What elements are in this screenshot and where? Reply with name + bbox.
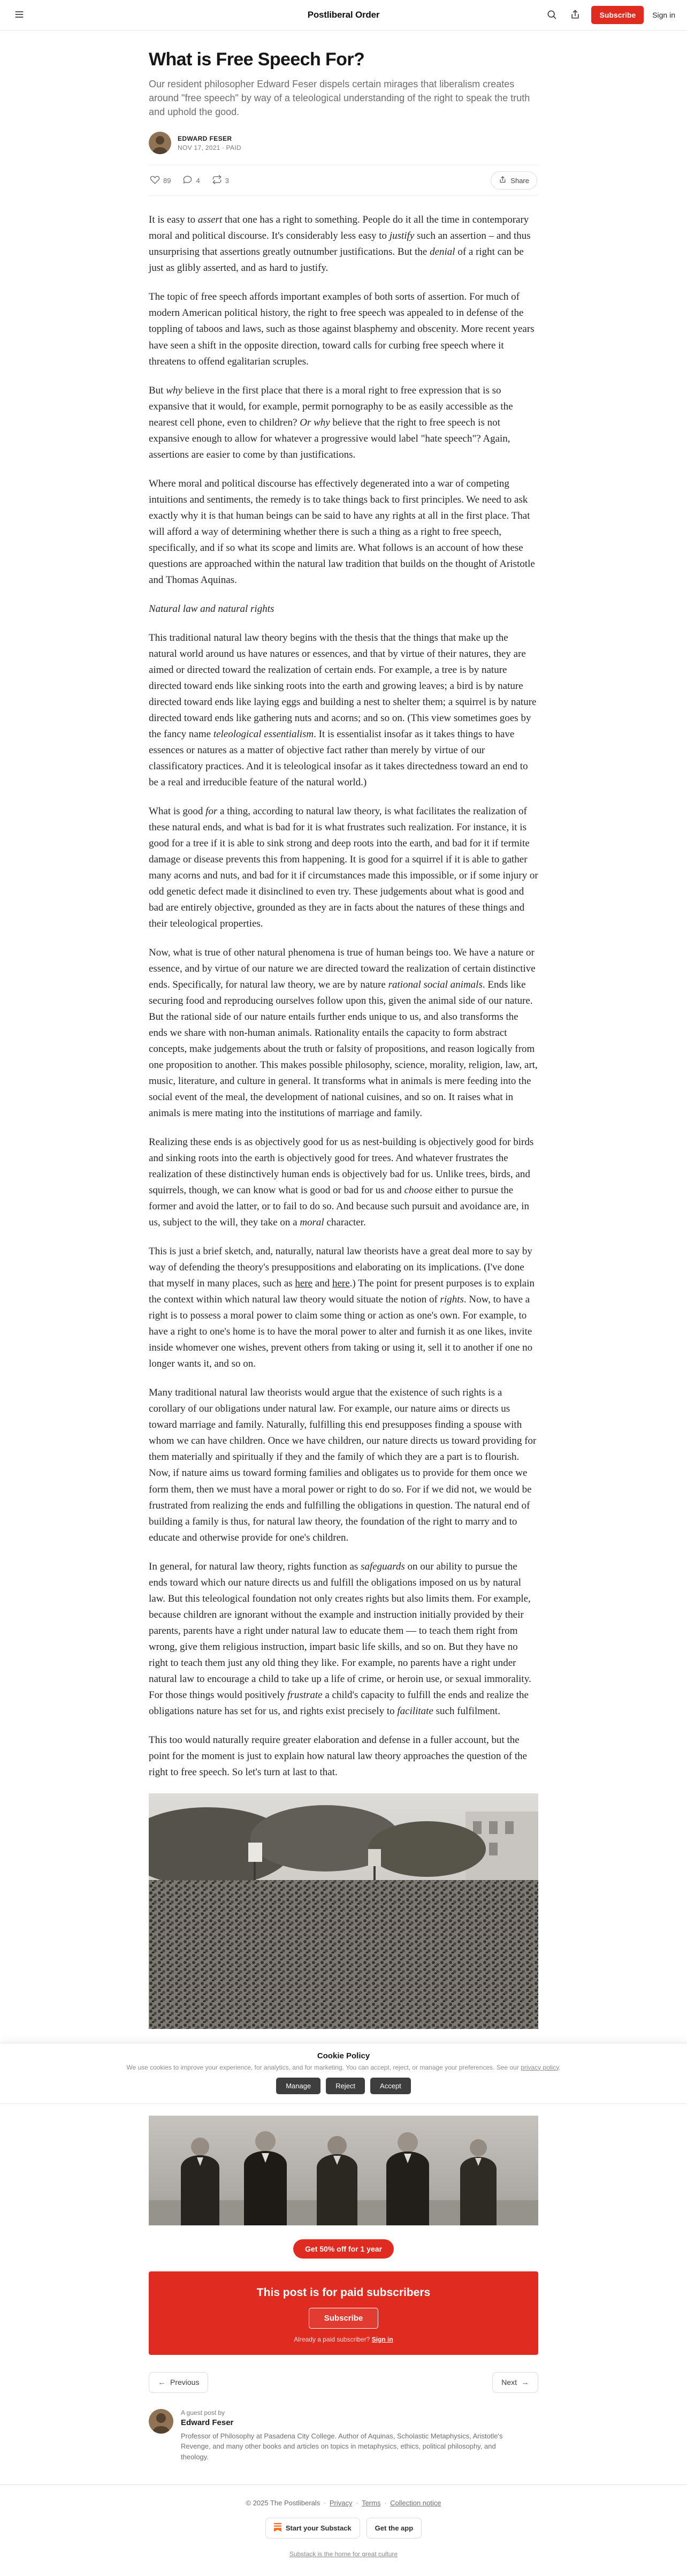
inline-link[interactable]: here <box>332 1278 350 1290</box>
emphasized-text: choose <box>404 1185 433 1196</box>
publication-title[interactable]: Postliberal Order <box>307 10 380 20</box>
byline-text <box>178 135 241 151</box>
body-text: This is just a brief sketch, and, naturally, natural law theorists have a great deal more to say by way of defending the theory's presuppositions and elaborating on its implications. (I've done that myself in many places, such as <box>149 1246 532 1290</box>
arrow-left-icon: ← <box>158 2377 166 2387</box>
author-name[interactable]: EDWARD FESER <box>178 134 232 142</box>
body-text: either to pursue the former and avoid the latter, or to fail to do so. And because such pursuit and avoidance are, in us, subject to the will, they take on a <box>149 1185 529 1229</box>
paywall-title: This post is for paid subscribers <box>256 2286 431 2299</box>
comment-icon <box>182 175 193 186</box>
body-text: Natural law and natural rights <box>149 603 274 615</box>
cookie-buttons <box>0 2078 687 2094</box>
start-substack-label: Start your Substack <box>285 2524 352 2533</box>
body-text: that one has a right to something. People do it all the time in contemporary moral and political discourse. It's considerably less easy to <box>149 214 529 242</box>
body-text: Where moral and political discourse has effectively degenerated into a war of competing intuitions and sentiments, the remedy is to take things back to first principles. We need to ask exactly why it is that human beings can be said to have any rights at all in the first place. That will afford a way of determining whether there is such a thing as a right to free speech, specifically, and if so what its scope and limits are. What follows is an account of how these questions are approached within the natural law tradition that builds on the thought of Aristotle and Thomas Aquinas. <box>149 478 535 586</box>
post-navigation <box>149 2372 538 2393</box>
heart-icon <box>150 175 160 186</box>
search-button[interactable] <box>544 7 559 24</box>
paragraph <box>149 476 538 588</box>
paragraph <box>149 1559 538 1719</box>
emphasized-text: assert <box>197 214 223 226</box>
comment-button[interactable] <box>182 175 200 186</box>
substack-tagline-link[interactable]: Substack is the home for great culture <box>289 2550 398 2558</box>
site-header <box>0 0 687 31</box>
separator-dot <box>380 2499 390 2507</box>
body-text: This traditional natural law theory begins with the thesis that the things that make up the natural world around us have natures or essences, and that by virtue of their natures, they are aimed or directed toward the realization of certain ends. For example, a tree is by nature directed toward ends like sinking roots into the earth and growing leaves; a bird is by nature directed toward ends like laying eggs and building a nest to shelter them; a squirrel is by nature directed toward ends like gathering nuts and acorns; and so on. (This view sometimes goes by the fancy name <box>149 632 537 740</box>
body-text: of a right can be just as glibly asserted, and as hard to justify. <box>149 246 524 274</box>
guest-author-card <box>149 2409 538 2463</box>
body-text: Realizing these ends is as objectively good for us as nest-building is objectively good for birds and sinking roots into the earth is objectively good for trees. And whatever frustrates the realization of these distinctively human ends is objectively bad for us. Unlike trees, birds, and squirrels, though, we can know what is good or bad for us and <box>149 1137 534 1196</box>
post-actions <box>149 165 538 196</box>
paragraph <box>149 945 538 1122</box>
body-text: on our ability to pursue the ends toward which our nature directs us and fulfill the obligations imposed on us by natural law. But this teleological foundation not only creates rights but also limits them. For example, because children are ignorant without the example and instruction initially provided by their parents, parents have a right under natural law to educate them — to teach them right from wrong, give them religious instruction, impart basic life skills, and so on. But they have no right to teach them just any old thing they like. For example, no parents have a right under natural law to encourage a child to take up a life of crime, or heroin use, or sexual immorality. For those things would positively <box>149 1560 531 1701</box>
body-text: character. <box>324 1217 366 1229</box>
paywall-subscribe-button[interactable]: Subscribe <box>309 2308 379 2329</box>
post-share-button[interactable] <box>491 171 537 190</box>
paywall-signin-link[interactable]: Sign in <box>371 2335 393 2343</box>
body-text: What is good <box>149 805 206 817</box>
privacy-link[interactable]: Privacy <box>329 2499 353 2507</box>
paywall-signin-prefix: Already a paid subscriber? <box>294 2335 370 2343</box>
article-body <box>149 212 538 1780</box>
inline-link[interactable]: here <box>295 1278 313 1290</box>
paragraph <box>149 212 538 276</box>
body-text: It is easy to <box>149 214 198 226</box>
body-text: In general, for natural law theory, rights function as <box>149 1560 361 1572</box>
hamburger-icon <box>14 9 25 21</box>
terms-link[interactable]: Terms <box>362 2499 381 2507</box>
paragraph <box>149 289 538 369</box>
restack-icon <box>212 175 222 186</box>
discount-offer-button[interactable]: Get 50% off for 1 year <box>293 2239 394 2259</box>
guest-author-text <box>181 2409 513 2463</box>
cookie-text-after: . <box>559 2063 561 2071</box>
substack-logo-icon <box>274 2523 281 2533</box>
paragraph <box>149 630 538 791</box>
post-photo-crowd <box>149 1793 538 2029</box>
next-post-button[interactable] <box>492 2372 538 2393</box>
cookie-banner <box>0 2043 687 2104</box>
emphasized-text: why <box>166 384 182 396</box>
emphasized-text: frustrate <box>287 1689 323 1701</box>
post-photo-suits <box>149 2116 538 2225</box>
body-text: believe in the first place that there is a moral right to free expression that is so expansive that it would, for example, permit pornography to be as easily accessible as the nearest cell phone, even to children? <box>149 384 513 428</box>
footer-buttons <box>0 2518 687 2539</box>
post-title: What is Free Speech For? <box>149 49 365 70</box>
copyright-text: © 2025 The Postliberals <box>246 2499 320 2507</box>
post-page <box>126 49 561 2462</box>
paragraph <box>149 804 538 932</box>
header-actions <box>544 6 675 24</box>
body-text: a child's capacity to fulfill the ends and realize the obligations nature has set for us, and rights exist precisely to <box>149 1689 529 1717</box>
paragraph <box>149 383 538 463</box>
search-icon <box>546 9 557 21</box>
guest-author-avatar[interactable] <box>149 2409 173 2434</box>
byline <box>149 132 538 154</box>
cookie-accept-button[interactable]: Accept <box>370 2078 411 2094</box>
author-avatar[interactable] <box>149 132 171 154</box>
emphasized-text: rational social animals <box>388 979 483 991</box>
privacy-policy-link[interactable]: privacy policy <box>521 2063 559 2071</box>
body-text: . It is essentialist insofar as it takes things to have essences or natures as a matter of objective fact rather than merely by virtue of our classificatory practices. And it is teleological insofar as it takes directedness toward an end to be a real and irreducible feature of the natural world.) <box>149 728 528 788</box>
emphasized-text: for <box>205 805 218 817</box>
body-text: .) The point for present purposes is to explain the context within which natural law theory would situate the notion of <box>149 1278 535 1306</box>
share-icon <box>499 176 507 185</box>
next-label: Next <box>501 2378 517 2387</box>
collection-notice-link[interactable]: Collection notice <box>390 2499 441 2507</box>
paywall-signin-row <box>162 2336 525 2343</box>
comment-count: 4 <box>196 176 200 185</box>
body-text: and <box>312 1278 332 1290</box>
emphasized-text: justify <box>389 230 415 242</box>
signin-link[interactable]: Sign in <box>652 11 675 19</box>
guest-post-label: A guest post by <box>181 2408 225 2416</box>
body-text: such fulfilment. <box>433 1705 500 1717</box>
emphasized-text: denial <box>430 246 455 258</box>
post-subtitle: Our resident philosopher Edward Feser dispels certain mirages that liberalism creates around "free speech" by way of a teleological understanding of the right to speak the truth and uphold the good. <box>149 79 530 118</box>
section-heading <box>149 601 538 617</box>
start-substack-button[interactable] <box>265 2518 360 2539</box>
paywall-box <box>149 2271 538 2355</box>
paragraph <box>149 1385 538 1545</box>
header-subscribe-button[interactable]: Subscribe <box>591 6 644 24</box>
footer-meta <box>0 2499 687 2507</box>
paragraph <box>149 1134 538 1231</box>
body-text: Now, what is true of other natural phenomena is true of human beings too. We have a nature or essence, and by virtue of our nature we are directed toward the realization of certain distinctive ends. Specifically, for natural law theory, we are by nature <box>149 947 536 991</box>
like-count: 89 <box>163 176 171 185</box>
cookie-title: Cookie Policy <box>317 2051 370 2060</box>
body-text: believe that the right to free speech is not expansive enough to allow for whatever a progressive would label "hate speech"? Again, assertions are easier to come by than justifications. <box>149 416 510 460</box>
body-text: a thing, according to natural law theory, is what facilitates the realization of these natural ends, and what is bad for it is what frustrates such realization. For instance, it is good for a tree if it is able to sink strong and deep roots into the earth, and bad for it if termite damage or disease prevents this from happening. It is good for a squirrel if it is able to gather many acorns and nuts, and bad for it if circumstances made this impossible, or if some injury or odd genetic defect made it disinclined to even try. These judgements about what is good and bad are entirely objective, grounded as they are in facts about the natures of these things and their teleological properties. <box>149 805 538 929</box>
previous-post-button[interactable] <box>149 2372 208 2393</box>
restack-count: 3 <box>225 176 229 185</box>
get-app-button[interactable] <box>367 2518 422 2539</box>
share-label: Share <box>510 176 529 185</box>
emphasized-text: safeguards <box>361 1560 405 1572</box>
get-app-label: Get the app <box>375 2524 414 2533</box>
body-text: The topic of free speech affords important examples of both sorts of assertion. For much of modern American political history, the right to free speech was appealed to in defense of the toppling of taboos and laws, such as those against blasphemy and obscenity. More recent years have seen a shift in the opposite direction, toward calls for curbing free speech where it threatens to offend egalitarian scruples. <box>149 291 535 367</box>
emphasized-text: Or why <box>300 416 330 428</box>
offer-row <box>149 2239 538 2259</box>
body-text: But <box>149 384 166 396</box>
body-text: Many traditional natural law theorists would argue that the existence of such rights is a corollary of our obligations under natural law. For example, our nature aims or directs us toward marriage and family. Naturally, fulfilling this end presupposes finding a spouse with whom we can have children. Once we have children, our nature directs us toward providing for them materially and spiritually if they and the family of which they are a part is to flourish. Now, if nature aims us toward forming families and obligates us to provide for them once we form them, then we must have a moral power or right to do so. For if we did not, we would be frustrated from realizing the ends and fulfilling the obligations in question. The natural end of building a family is thus, for natural law theory, the foundation of the right to marry and to educate and otherwise provide for one's children. <box>149 1387 537 1543</box>
previous-label: Previous <box>170 2378 200 2387</box>
arrow-right-icon: → <box>521 2377 529 2387</box>
like-button[interactable] <box>150 175 171 186</box>
cookie-text <box>0 2064 687 2071</box>
body-text: . Now, to have a right is to possess a moral power to claim some thing or action as one's own. For example, to have a right to one's home is to have the moral power to alter and furnish it as one likes, invite inside whomever one wishes, prevent others from taking or using it, sell it to another if one no longer wants it, and so on. <box>149 1294 533 1370</box>
separator-dot <box>352 2499 362 2507</box>
menu-button[interactable] <box>12 7 27 24</box>
emphasized-text: teleological essentialism <box>213 728 314 740</box>
share-header-button[interactable] <box>568 7 583 24</box>
body-text: such an assertion – and thus unsurprising that assertions greatly outnumber justifications. But the <box>149 230 531 258</box>
emphasized-text: moral <box>300 1217 324 1229</box>
body-text: This too would naturally require greater elaboration and defense in a fuller account, but the point for the moment is just to explain how natural law theory approaches the question of the right to free speech. So let's turn at last to that. <box>149 1734 528 1778</box>
cookie-text-before: We use cookies to improve your experience, for analytics, and for marketing. You can accept, reject, or manage your preferences. See our <box>126 2063 521 2071</box>
cookie-manage-button[interactable]: Manage <box>276 2078 320 2094</box>
restack-button[interactable] <box>212 175 229 186</box>
body-text: . Ends like securing food and reproducing ourselves follow upon this, given the animal side of our nature. But the rational side of our nature entails further ends unique to us, and also transforms the ends we share with non-human animals. Rationality entails the capacity to form abstract concepts, make judgements about the truth or falsity of propositions, and reason logically from one proposition to another. This makes possible philosophy, science, morality, religion, law, art, music, literature, and culture in general. It transforms what in animals is mere feeding into the social event of the meal, the development of national cuisines, and so on. It raises what in animals is mere mating into the institutions of marriage and family. <box>149 979 538 1119</box>
share-icon <box>570 9 581 21</box>
site-footer <box>0 2484 687 2574</box>
guest-author-bio: Professor of Philosophy at Pasadena City College. Author of Aquinas, Scholastic Metaphysics, Aristotle's Revenge, and many other books and articles on topics in metaphysics, ethics, political philosophy, and theology. <box>181 2431 503 2461</box>
emphasized-text: facilitate <box>397 1705 433 1717</box>
emphasized-text: rights <box>440 1294 464 1306</box>
guest-author-name[interactable]: Edward Feser <box>181 2418 234 2427</box>
paragraph <box>149 1244 538 1372</box>
footer-tagline <box>0 2550 687 2558</box>
cookie-reject-button[interactable]: Reject <box>326 2078 365 2094</box>
separator-dot <box>320 2499 330 2507</box>
paragraph <box>149 1732 538 1781</box>
post-date-badge: NOV 17, 2021 ∙ PAID <box>178 143 241 151</box>
